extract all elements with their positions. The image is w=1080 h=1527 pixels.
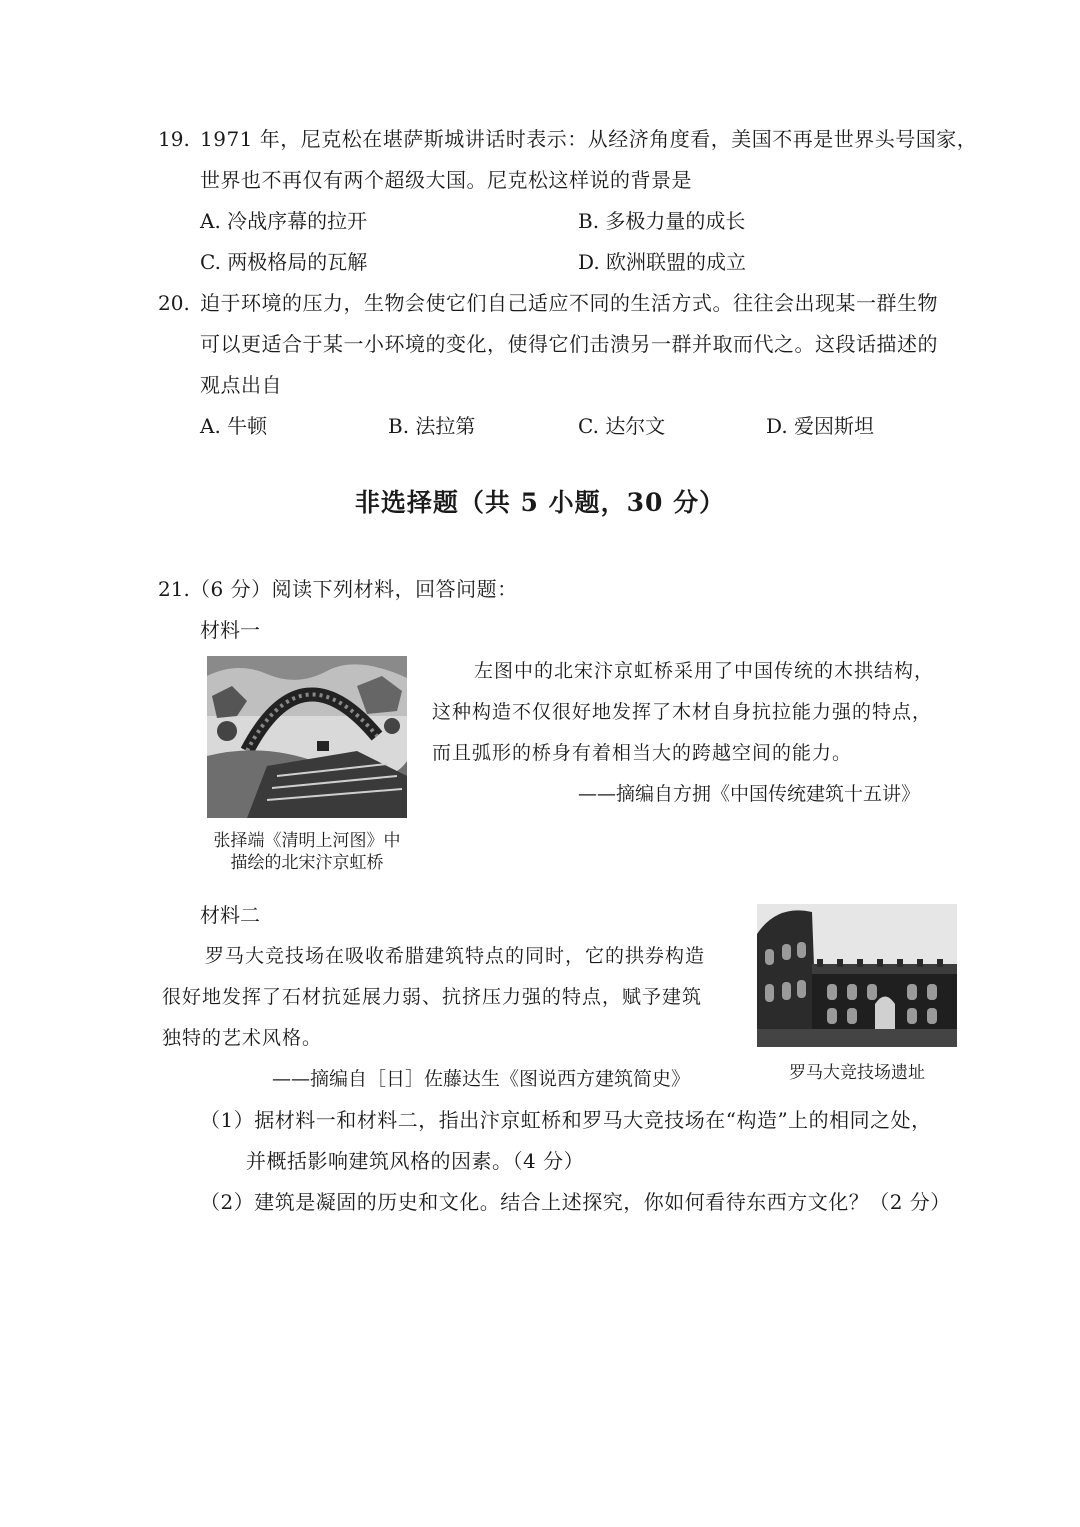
question-19-stem-line2: 世界也不再仅有两个超级大国。尼克松这样说的背景是 xyxy=(200,168,692,192)
material-2-label: 材料二 xyxy=(200,903,260,927)
question-20-stem-line1: 迫于环境的压力，生物会使它们自己适应不同的生活方式。往往会出现某一群生物 xyxy=(200,291,938,315)
question-21-sub1-line2: 并概括影响建筑风格的因素。（4 分） xyxy=(246,1149,585,1173)
question-20-number: 20. xyxy=(158,291,190,315)
material-1-caption-line2: 描绘的北宋汴京虹桥 xyxy=(230,853,384,873)
material-1-caption-line1: 张择端《清明上河图》中 xyxy=(213,831,401,851)
question-20-option-a: A. 牛顿 xyxy=(200,414,268,438)
question-21-sub2: （2）建筑是凝固的历史和文化。结合上述探究，你如何看待东西方文化？（2 分） xyxy=(200,1190,951,1214)
question-21-sub1-line1: （1）据材料一和材料二，指出汴京虹桥和罗马大竞技场在“构造”上的相同之处， xyxy=(200,1108,932,1132)
question-20-option-d: D. 爱因斯坦 xyxy=(766,414,875,438)
material-1-text-line3: 而且弧形的桥身有着相当大的跨越空间的能力。 xyxy=(432,742,853,764)
material-2-text-line3: 独特的艺术风格。 xyxy=(162,1027,323,1049)
rainbow-bridge-image xyxy=(207,656,407,818)
question-19-number: 19. xyxy=(158,127,190,151)
question-19-option-a: A. 冷战序幕的拉开 xyxy=(200,209,368,233)
question-21-number: 21. xyxy=(158,577,190,601)
material-2-source: ——摘编自［日］佐藤达生《图说西方建筑简史》 xyxy=(272,1068,691,1090)
colosseum-image xyxy=(757,904,957,1047)
question-19-option-b: B. 多极力量的成长 xyxy=(578,209,746,233)
section-title: 非选择题（共 5 小题，30 分） xyxy=(354,488,726,517)
material-2-text-line1: 罗马大竞技场在吸收希腊建筑特点的同时，它的拱券构造 xyxy=(205,945,706,967)
question-19-option-d: D. 欧洲联盟的成立 xyxy=(578,250,747,274)
question-20-option-b: B. 法拉第 xyxy=(388,414,476,438)
question-20-option-c: C. 达尔文 xyxy=(578,414,666,438)
material-1-source: ——摘编自方拥《中国传统建筑十五讲》 xyxy=(578,783,921,805)
question-19-option-c: C. 两极格局的瓦解 xyxy=(200,250,368,274)
question-21-intro: （6 分）阅读下列材料，回答问题： xyxy=(190,577,518,601)
material-2-text-line2: 很好地发挥了石材抗延展力弱、抗挤压力强的特点，赋予建筑 xyxy=(162,986,703,1008)
question-20-stem-line2: 可以更适合于某一小环境的变化，使得它们击溃另一群并取而代之。这段话描述的 xyxy=(200,332,938,356)
material-1-text-line2: 这种构造不仅很好地发挥了木材自身抗拉能力强的特点， xyxy=(432,701,933,723)
material-1-label: 材料一 xyxy=(200,618,260,642)
question-20-stem-line3: 观点出自 xyxy=(200,373,282,397)
material-1-text-line1: 左图中的北宋汴京虹桥采用了中国传统的木拱结构， xyxy=(474,660,935,682)
question-19-stem-line1: 1971 年，尼克松在堪萨斯城讲话时表示：从经济角度看，美国不再是世界头号国家， xyxy=(200,127,978,151)
material-2-caption: 罗马大竞技场遗址 xyxy=(789,1063,925,1083)
